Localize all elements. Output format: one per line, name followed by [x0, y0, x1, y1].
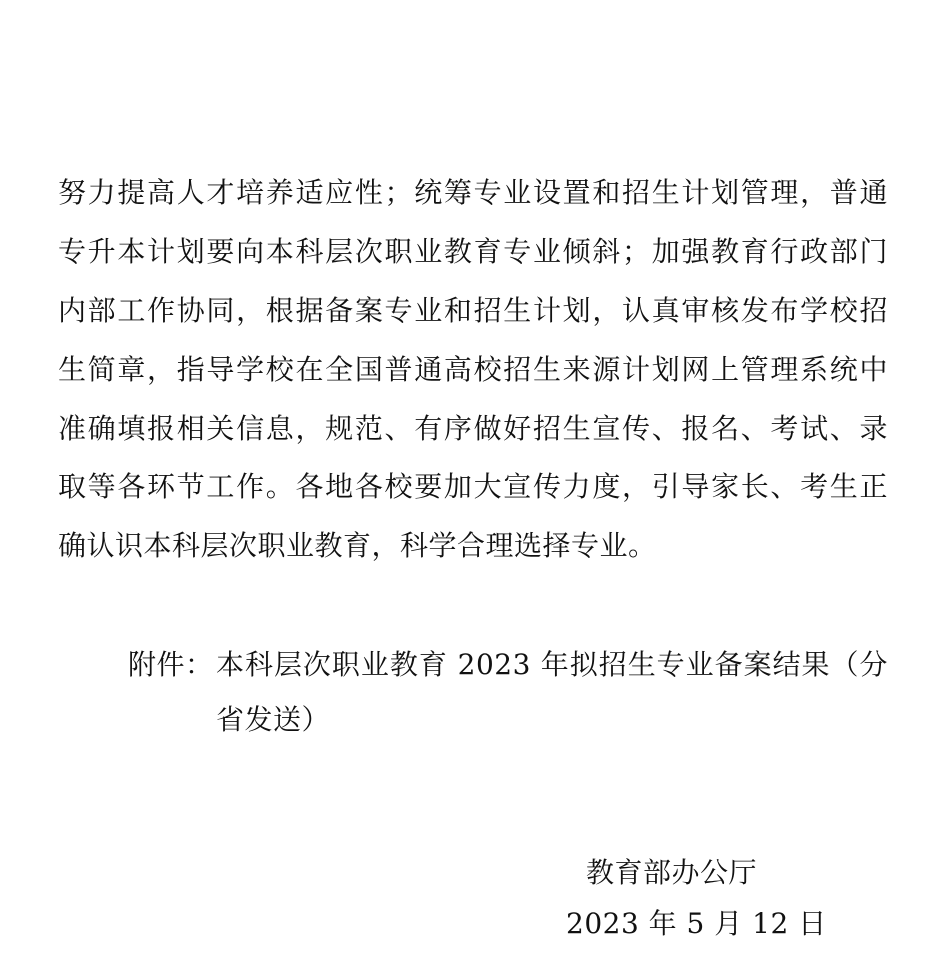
body-paragraph-line-2: 专升本计划要向本科层次职业教育专业倾斜；加强教育行政部门 [58, 235, 888, 268]
body-paragraph-line-1: 努力提高人才培养适应性；统筹专业设置和招生计划管理，普通 [58, 176, 888, 209]
body-paragraph-line-5: 准确填报相关信息，规范、有序做好招生宣传、报名、考试、录 [58, 412, 888, 445]
issue-date: 2023 年 5 月 12 日 [566, 907, 827, 940]
attachment-label: 附件： [128, 648, 214, 681]
body-paragraph-line-4: 生简章，指导学校在全国普通高校招生来源计划网上管理系统中 [58, 353, 888, 386]
issuer-signature: 教育部办公厅 [586, 856, 758, 889]
body-paragraph-line-6: 取等各环节工作。各地各校要加大宣传力度，引导家长、考生正 [58, 470, 888, 503]
attachment-title-line-2: 省发送） [216, 703, 331, 736]
body-paragraph-line-3: 内部工作协同，根据备案专业和招生计划，认真审核发布学校招 [58, 294, 888, 327]
attachment-title-line-1: 本科层次职业教育 2023 年拟招生专业备案结果（分 [216, 648, 888, 681]
body-paragraph-line-7: 确认识本科层次职业教育，科学合理选择专业。 [58, 529, 657, 562]
